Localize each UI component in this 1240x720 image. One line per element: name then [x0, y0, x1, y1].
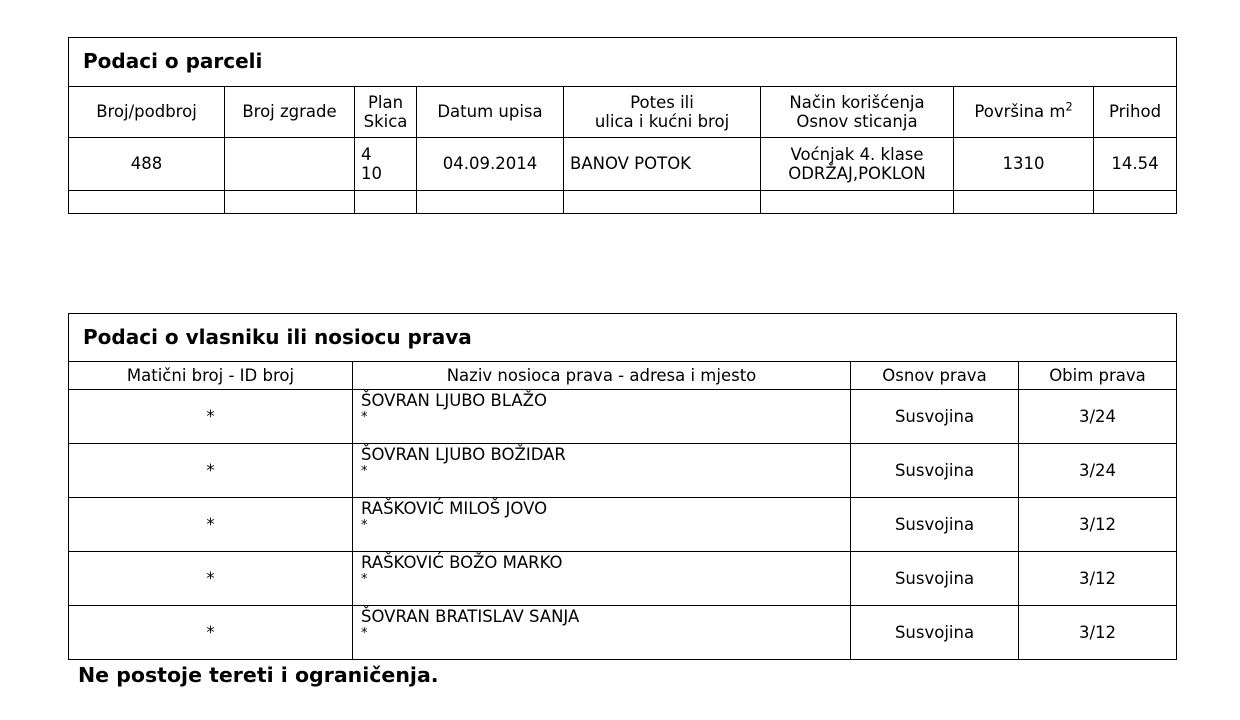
header-plan-line: Plan — [367, 92, 404, 112]
empty-cell-broj-zgrade — [225, 191, 355, 214]
parcel-title-row — [69, 38, 1177, 87]
cell-nacin-line2: ODRŽAJ,POKLON — [788, 164, 926, 183]
cell-potes: BANOV POTOK — [564, 138, 761, 191]
table-row — [69, 552, 1177, 606]
cell-owner-name-address — [353, 390, 851, 444]
header-potes — [564, 87, 761, 138]
cell-maticni-broj: * — [69, 606, 353, 660]
owner-address: * — [361, 572, 368, 588]
cell-osnov-prava: Susvojina — [851, 498, 1019, 552]
owner-name: RAŠKOVIĆ MILOŠ JOVO — [361, 499, 548, 518]
cell-maticni-broj: * — [69, 552, 353, 606]
owner-name: RAŠKOVIĆ BOŽO MARKO — [361, 553, 563, 572]
header-povrsina-exponent: 2 — [1065, 100, 1073, 114]
empty-cell-broj-podbroj — [69, 191, 225, 214]
cell-broj-podbroj: 488 — [69, 138, 225, 191]
cell-datum-upisa: 04.09.2014 — [417, 138, 564, 191]
header-povrsina — [954, 87, 1094, 138]
parcel-data-row — [69, 138, 1177, 191]
empty-cell-potes — [564, 191, 761, 214]
empty-cell-povrsina — [954, 191, 1094, 214]
cell-osnov-prava: Susvojina — [851, 552, 1019, 606]
owner-address: * — [361, 464, 368, 480]
table-row — [69, 606, 1177, 660]
no-encumbrances-note: Ne postoje tereti i ograničenja. — [78, 663, 439, 687]
cell-osnov-prava: Susvojina — [851, 606, 1019, 660]
table-row — [69, 498, 1177, 552]
header-obim-prava: Obim prava — [1019, 362, 1177, 390]
owner-address: * — [361, 410, 368, 426]
owner-table-title: Podaci o vlasniku ili nosiocu prava — [69, 314, 1177, 362]
owner-title-row — [69, 314, 1177, 362]
empty-cell-prihod — [1094, 191, 1177, 214]
cell-obim-prava: 3/12 — [1019, 498, 1177, 552]
header-datum-upisa: Datum upisa — [417, 87, 564, 138]
header-naziv-nosioca: Naziv nosioca prava - adresa i mjesto — [353, 362, 851, 390]
header-plan-skica — [355, 87, 417, 138]
parcel-table-title: Podaci o parceli — [69, 38, 1177, 87]
cell-obim-prava: 3/24 — [1019, 444, 1177, 498]
empty-cell-datum-upisa — [417, 191, 564, 214]
cell-nacin-koriscenja — [761, 138, 954, 191]
empty-cell-nacin — [761, 191, 954, 214]
clipped-text-remnant — [240, 0, 940, 6]
cell-broj-zgrade — [225, 138, 355, 191]
header-nacin-koriscenja — [761, 87, 954, 138]
owner-address: * — [361, 518, 368, 534]
table-row — [69, 390, 1177, 444]
owner-address: * — [361, 626, 368, 642]
header-prihod: Prihod — [1094, 87, 1177, 138]
header-skica-line: Skica — [363, 112, 408, 131]
owner-header-row — [69, 362, 1177, 390]
cell-maticni-broj: * — [69, 498, 353, 552]
header-maticni-broj: Matični broj - ID broj — [69, 362, 353, 390]
parcel-header-row — [69, 87, 1177, 138]
cell-nacin-line1: Voćnjak 4. klase — [790, 144, 924, 164]
cell-owner-name-address — [353, 606, 851, 660]
cell-owner-name-address — [353, 498, 851, 552]
header-povrsina-text: Površina m — [974, 102, 1066, 122]
empty-cell-plan-skica — [355, 191, 417, 214]
cell-prihod: 14.54 — [1094, 138, 1177, 191]
cell-obim-prava: 3/12 — [1019, 552, 1177, 606]
header-osnov-prava: Osnov prava — [851, 362, 1019, 390]
cell-maticni-broj: * — [69, 444, 353, 498]
header-nacin-line1: Način korišćenja — [789, 92, 925, 112]
header-potes-line2: ulica i kućni broj — [594, 112, 730, 131]
cell-plan-skica — [355, 138, 417, 191]
parcel-empty-row — [69, 191, 1177, 214]
owner-data-table — [68, 313, 1177, 660]
cell-obim-prava: 3/12 — [1019, 606, 1177, 660]
cell-obim-prava: 3/24 — [1019, 390, 1177, 444]
owner-name: ŠOVRAN LJUBO BOŽIDAR — [361, 445, 566, 464]
cell-maticni-broj: * — [69, 390, 353, 444]
cell-povrsina: 1310 — [954, 138, 1094, 191]
cell-skica-value: 10 — [361, 164, 382, 183]
cell-osnov-prava: Susvojina — [851, 390, 1019, 444]
header-nacin-line2: Osnov sticanja — [796, 112, 918, 131]
owner-name: ŠOVRAN BRATISLAV SANJA — [361, 607, 580, 626]
table-row — [69, 444, 1177, 498]
header-potes-line1: Potes ili — [630, 92, 694, 112]
owner-name: ŠOVRAN LJUBO BLAŽO — [361, 391, 547, 410]
cell-owner-name-address — [353, 444, 851, 498]
cell-owner-name-address — [353, 552, 851, 606]
cell-osnov-prava: Susvojina — [851, 444, 1019, 498]
parcel-data-table — [68, 37, 1177, 214]
cell-plan-value: 4 — [361, 144, 372, 164]
header-broj-zgrade: Broj zgrade — [225, 87, 355, 138]
header-broj-podbroj: Broj/podbroj — [69, 87, 225, 138]
